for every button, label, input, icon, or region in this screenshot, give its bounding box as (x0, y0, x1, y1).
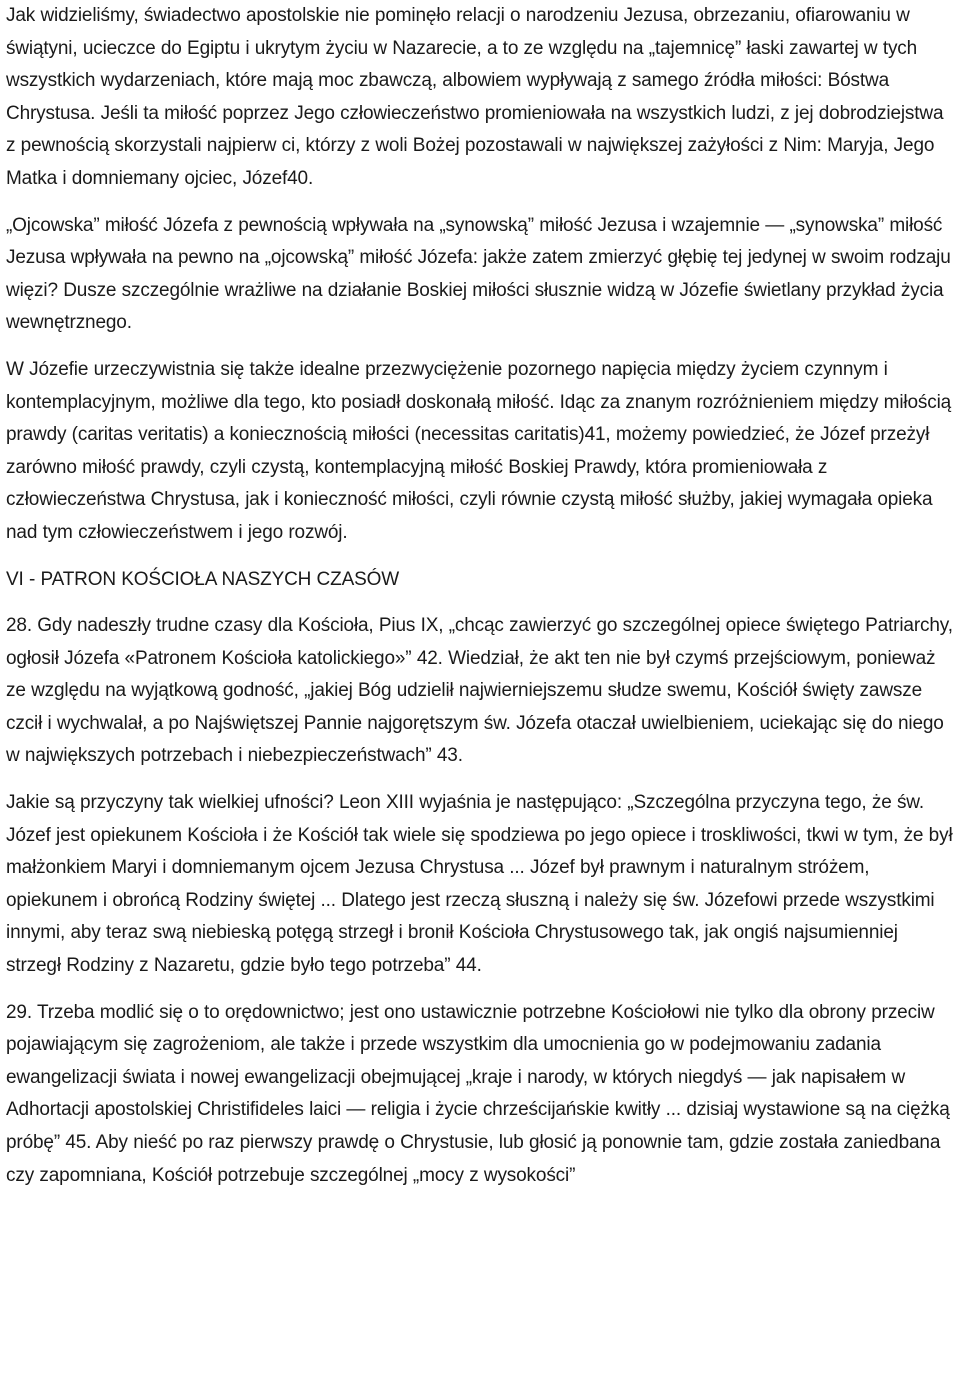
paragraph-1: Jak widzieliśmy, świadectwo apostolskie nie pominęło relacji o narodzeniu Jezusa, obrzezaniu, ofiarowaniu w świątyni, ucieczce do Egiptu i ukrytym życiu w Nazarecie, a to ze względu na „tajemnicę” łaski zawartej w tych wszystkich wydarzeniach, które mają moc zbawczą, albowiem wypływają z samego źródła miłości: Bóstwa Chrystusa. Jeśli ta miłość poprzez Jego człowieczeństwo promieniowała na wszystkich ludzi, z jej dobrodziejstwa z pewnością skorzystali najpierw ci, którzy z woli Bożej pozostawali w największej zażyłości z Nim: Maryja, Jego Matka i domniemany ojciec, Józef40. (6, 5, 944, 189)
paragraph-3: W Józefie urzeczywistnia się także idealne przezwyciężenie pozornego napięcia między życiem czynnym i kontemplacyjnym, możliwe dla tego, kto posiadł doskonałą miłość. Idąc za znanym rozróżnieniem między miłością prawdy (caritas veritatis) a koniecznością miłości (necessitas caritatis)41, możemy powiedzieć, że Józef przeżył zarówno miłość prawdy, czyli czystą, kontemplacyjną miłość Boskiej Prawdy, która promieniowała z człowieczeństwa Chrystusa, jak i konieczność miłości, czyli równie czystą miłość służby, jakiej wymagała opieka nad tym człowieczeństwem i jego rozwój. (6, 358, 952, 543)
section-heading: VI - PATRON KOŚCIOŁA NASZYCH CZASÓW (6, 568, 400, 590)
paragraph-29: 29. Trzeba modlić się o to orędownictwo; jest ono ustawicznie potrzebne Kościołowi nie tylko dla obrony przeciw pojawiającym się zagrożeniom, ale także i przede wszystkim dla umocnienia go w podejmowaniu zadania ewangelizacji świata i nowej ewangelizacji obejmującej „kraje i narody, w których niegdyś — jak napisałem w Adhortacji apostolskiej Christifideles laici — religia i życie chrześcijańskie kwitły ... dzisiaj wystawione są na ciężką próbę” 45. Aby nieść po raz pierwszy prawdę o Chrystusie, lub głosić ją ponownie tam, gdzie została zaniedbana czy zapomniana, Kościół potrzebuje szczególnej „mocy z wysokości” (6, 1001, 950, 1186)
document-page (6, 0, 956, 1206)
paragraph-leo-xiii: Jakie są przyczyny tak wielkiej ufności? Leon XIII wyjaśnia je następująco: „Szczególna przyczyna tego, że św. Józef jest opiekunem Kościoła i że Kościół tak wiele się spodziewa po jego opiece i troskliwości, tkwi w tym, że był małżonkiem Maryi i domniemanym ojcem Jezusa Chrystusa ... Józef był prawnym i naturalnym stróżem, opiekunem i obrońcą Rodziny świętej ... Dlatego jest rzeczą słuszną i należy się św. Józefowi przede wszystkimi innymi, aby teraz swą niebieską potęgą strzegł i bronił Kościoła Chrystusowego tak, jak ongiś najsumienniej strzegł Rodziny z Nazaretu, gdzie było tego potrzeba” 44. (6, 792, 953, 977)
paragraph-2: „Ojcowska” miłość Józefa z pewnością wpływała na „synowską” miłość Jezusa i wzajemnie — „synowska” miłość Jezusa wpływała na pewno na „ojcowską” miłość Józefa: jakże zatem zmierzyć głębię tej jedynej w swoim rodzaju więzi? Dusze szczególnie wrażliwe na działanie Boskiej miłości słusznie widzą w Józefie świetlany przykład życia wewnętrznego. (6, 214, 951, 334)
paragraph-28: 28. Gdy nadeszły trudne czasy dla Kościoła, Pius IX, „chcąc zawierzyć go szczególnej opiece świętego Patriarchy, ogłosił Józefa «Patronem Kościoła katolickiego»” 42. Wiedział, że akt ten nie był czymś przejściowym, ponieważ ze względu na wyjątkową godność, „jakiej Bóg udzielił najwierniejszemu słudze swemu, Kościół święty zawsze czcił i wychwalał, a po Najświętszej Pannie najgorętszym św. Józefa otaczał uwielbieniem, uciekając się do niego w największych potrzebach i niebezpieczeństwach” 43. (6, 615, 953, 767)
